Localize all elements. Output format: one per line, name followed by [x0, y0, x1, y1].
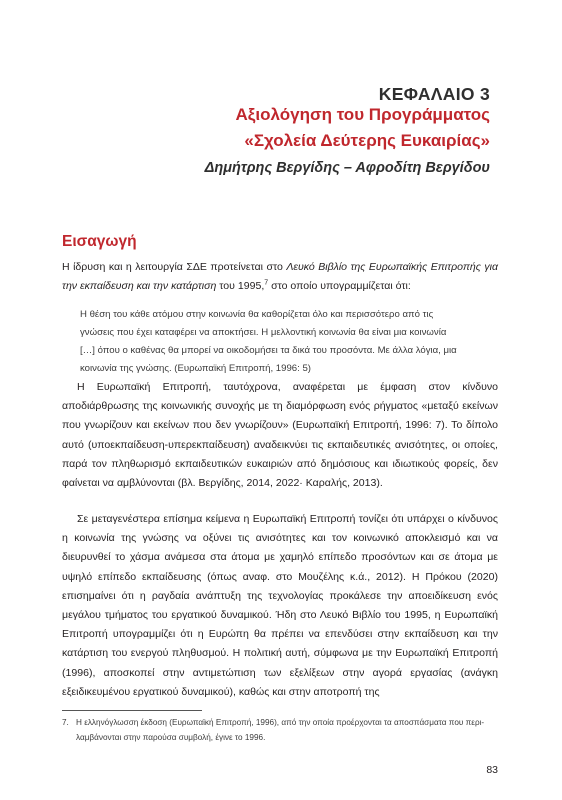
- footnote-ref: 7: [264, 279, 269, 287]
- page-number: 83: [486, 764, 498, 776]
- section-heading: Εισαγωγή: [62, 233, 137, 250]
- body-paragraph: [62, 378, 498, 493]
- footnote: [62, 716, 498, 745]
- chapter-authors: Δημήτρης Βεργίδης – Αφροδίτη Βεργίδου: [204, 160, 490, 176]
- chapter-title-line1: Αξιολόγηση του Προγράμματος: [235, 105, 490, 124]
- footnote-divider: [62, 710, 202, 711]
- paragraph-text: Η Ευρωπαϊκή Επιτροπή, ταυτόχρονα, αναφέρεται με έμφαση στον κίνδυνο αποδιάρθρωσης της κοινωνικής συνοχής με τη διαμόρφωση ενός ρήγματος «μεταξύ εκείνων που γνωρίζουν και εκείνων που δεν γνωρίζουν» (Ευρωπαϊκή Επιτροπή, 1996: 7). Το δίπολο αυτό (υποεκπαίδευση-υπερεκπαίδευση) αναδεικνύει τις εκπαιδευτικές ανισότητες, οι οποίες, παρά τον πληθωρισμό εκπαιδευτικών ευκαιριών από δημόσιους και ιδιωτικούς φορείς, δεν φαίνεται να αμβλύνονται (βλ. Βεργίδης, 2014, 2022· Καραλής, 2013).: [62, 381, 498, 490]
- footnote-line2: λαμβάνονται στην παρούσα συμβολή, έγινε το 1996.: [76, 732, 266, 742]
- intro-text-a: Η ίδρυση και η λειτουργία ΣΔΕ προτείνεται στο: [62, 261, 287, 273]
- footnote-number: 7.: [62, 718, 69, 727]
- chapter-title-line2: «Σχολεία Δεύτερης Ευκαιρίας»: [244, 131, 490, 150]
- intro-text-b: του 1995,: [216, 280, 265, 293]
- intro-text-c: στο οποίο υπογραμμίζεται ότι:: [268, 280, 411, 293]
- intro-paragraph: [62, 258, 498, 296]
- paragraph-text: Σε μεταγενέστερα επίσημα κείμενα η Ευρωπαϊκή Επιτροπή τονίζει ότι υπάρχει ο κίνδυνος η κοινωνία της γνώσης να οξύνει τις ανισότητες και τον κοινωνικό αποκλεισμό και να διευρυνθεί το χάσμα ανάμεσα στα άτομα με χαμηλό επίπεδο προσόντων και σε άτομα με υψηλό επίπεδο εκπαίδευσης (όπως αναφ. στο Μουζέλης κ.ά., 2012). Η Πρόκου (2020) επισημαίνει ότι η ραγδαία ανάπτυξη της τεχνολογίας προκάλεσε την αποειδίκευση ενός μεγάλου τμήματος του εργατικού δυναμικού. Ήδη στο Λευκό Βιβλίο του 1995, η Ευρωπαϊκή Επιτροπή υπογραμμίζει ότι η Ευρώπη θα πρέπει να επενδύσει στην εκπαίδευση και την κατάρτιση του ενεργού πληθυσμού. Η πολιτική αυτή, σύμφωνα με την Ευρωπαϊκή Επιτροπή (1996), αποσκοπεί στην αντιμετώπιση των εξελίξεων στην αγορά εργασίας (ανάγκη εξειδικευμένου εργατικού δυναμικού), καθώς και στην αποτροπή της: [62, 513, 498, 698]
- intro-italic-title: Λευκό Βιβλίο της Ευρωπαϊκής Επιτροπής για την εκπαίδευση και την κατάρτιση: [62, 261, 498, 293]
- footnote-line1: Η ελληνόγλωσση έκδοση (Ευρωπαϊκή Επιτροπή, 1996), από την οποία προέρχονται τα αποσπάσματα που περι-: [76, 718, 485, 727]
- body-paragraph: [62, 510, 498, 702]
- chapter-label: ΚΕΦΑΛΑΙΟ 3: [378, 84, 490, 104]
- block-quote: Η θέση του κάθε ατόμου στην κοινωνία θα καθορίζεται όλο και περισσότερο από τις γνώσεις που έχει καταφέρει να αποκτήσει. Η μελλοντική κοινωνία θα είναι μια κοινωνία […] όπου ο καθένας θα μπορεί να οικοδομήσει τα δικά του προσόντα. Με άλλα λόγια, μια κοινωνία της γνώσης. (Ευρωπαϊκή Επιτροπή, 1996: 5): [80, 309, 457, 374]
